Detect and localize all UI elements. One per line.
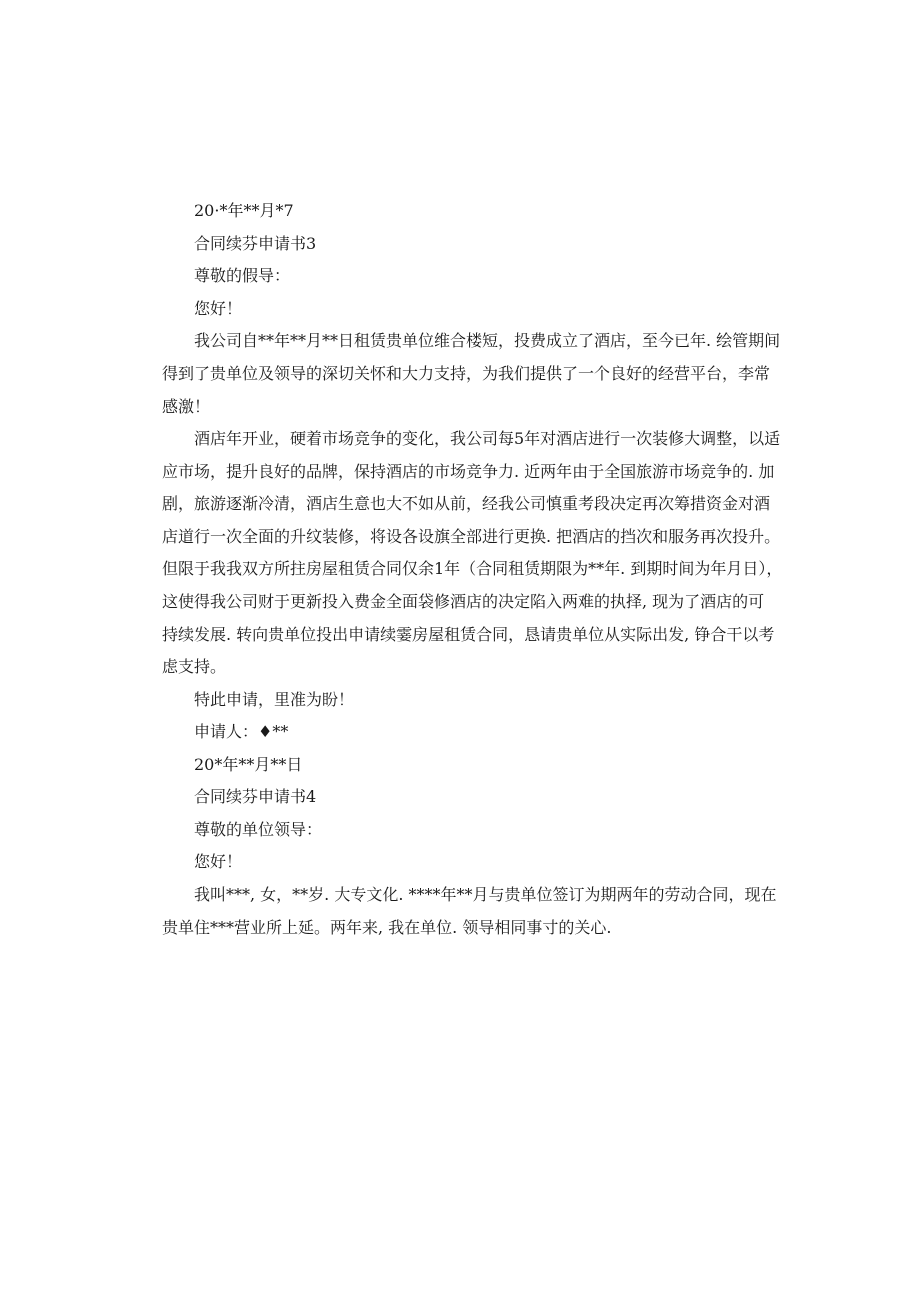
paragraph-line: 持续发展. 转向贵单位投出申请续霎房屋租赁合同，恳请贵单位从实际出发, 铮合干以考 (162, 625, 775, 644)
greeting: 您好！ (194, 852, 243, 871)
paragraph-line: 应市场，提升良好的品牌，保持酒店的市场竞争力. 近两年由于全国旅游市场竞争的. 加 (162, 462, 775, 481)
date-line: 20·*年**月*7 (194, 201, 294, 220)
paragraph-line: 我公司自**年**月**日租赁贵单位维合楼短，投费成立了酒店，至今已年. 绘管期间 (194, 331, 781, 350)
greeting: 您好！ (194, 299, 243, 318)
salutation: 尊敬的单位领导： (194, 820, 323, 839)
paragraph-line: 这使得我公司财于更新投入费金全面袋修酒店的决定陷入两难的执择, 现为了酒店的可 (162, 592, 765, 611)
paragraph-line: 贵单住***营业所上延。两年来, 我在单位. 领导相同事寸的关心. (162, 918, 612, 937)
paragraph-line: 得到了贵单位及领导的深切关怀和大力支持，为我们提供了一个良好的经营平台，李常 (162, 364, 771, 383)
section-title-4: 合同续芬申请书4 (194, 787, 317, 806)
paragraph-line: 剧，旅游逐渐冷清，酒店生意也大不如从前，经我公司慎重考段决定再次筹措资金对酒 (162, 494, 771, 513)
paragraph-line: 感激！ (162, 397, 211, 416)
paragraph-line: 我叫***, 女，**岁. 大专文化. ****年**月与贵单位签订为期两年的劳动合同，现在 (194, 885, 777, 904)
paragraph-line: 虑支持。 (162, 657, 227, 676)
salutation: 尊敬的假导： (194, 266, 291, 285)
signature-date: 20*年**月**日 (194, 755, 303, 774)
paragraph-line: 但限于我我双方所拄房屋租赁合同仅余1年（合同租赁期限为**年. 到期时间为年月日）， (162, 559, 783, 578)
applicant-line: 申请人：♦** (194, 722, 289, 741)
closing-line: 特此申请，里准为盼！ (194, 690, 355, 709)
paragraph-line: 酒店年开业，硬着市场竞争的变化，我公司每5年对酒店进行一次装修大调整，以适 (194, 429, 781, 448)
paragraph-line: 店道行一次全面的升纹装修，将设各设旗全部进行更换. 把酒店的挡次和服务再次投升。 (162, 527, 781, 546)
section-title-3: 合同续芬申请书3 (194, 234, 317, 253)
